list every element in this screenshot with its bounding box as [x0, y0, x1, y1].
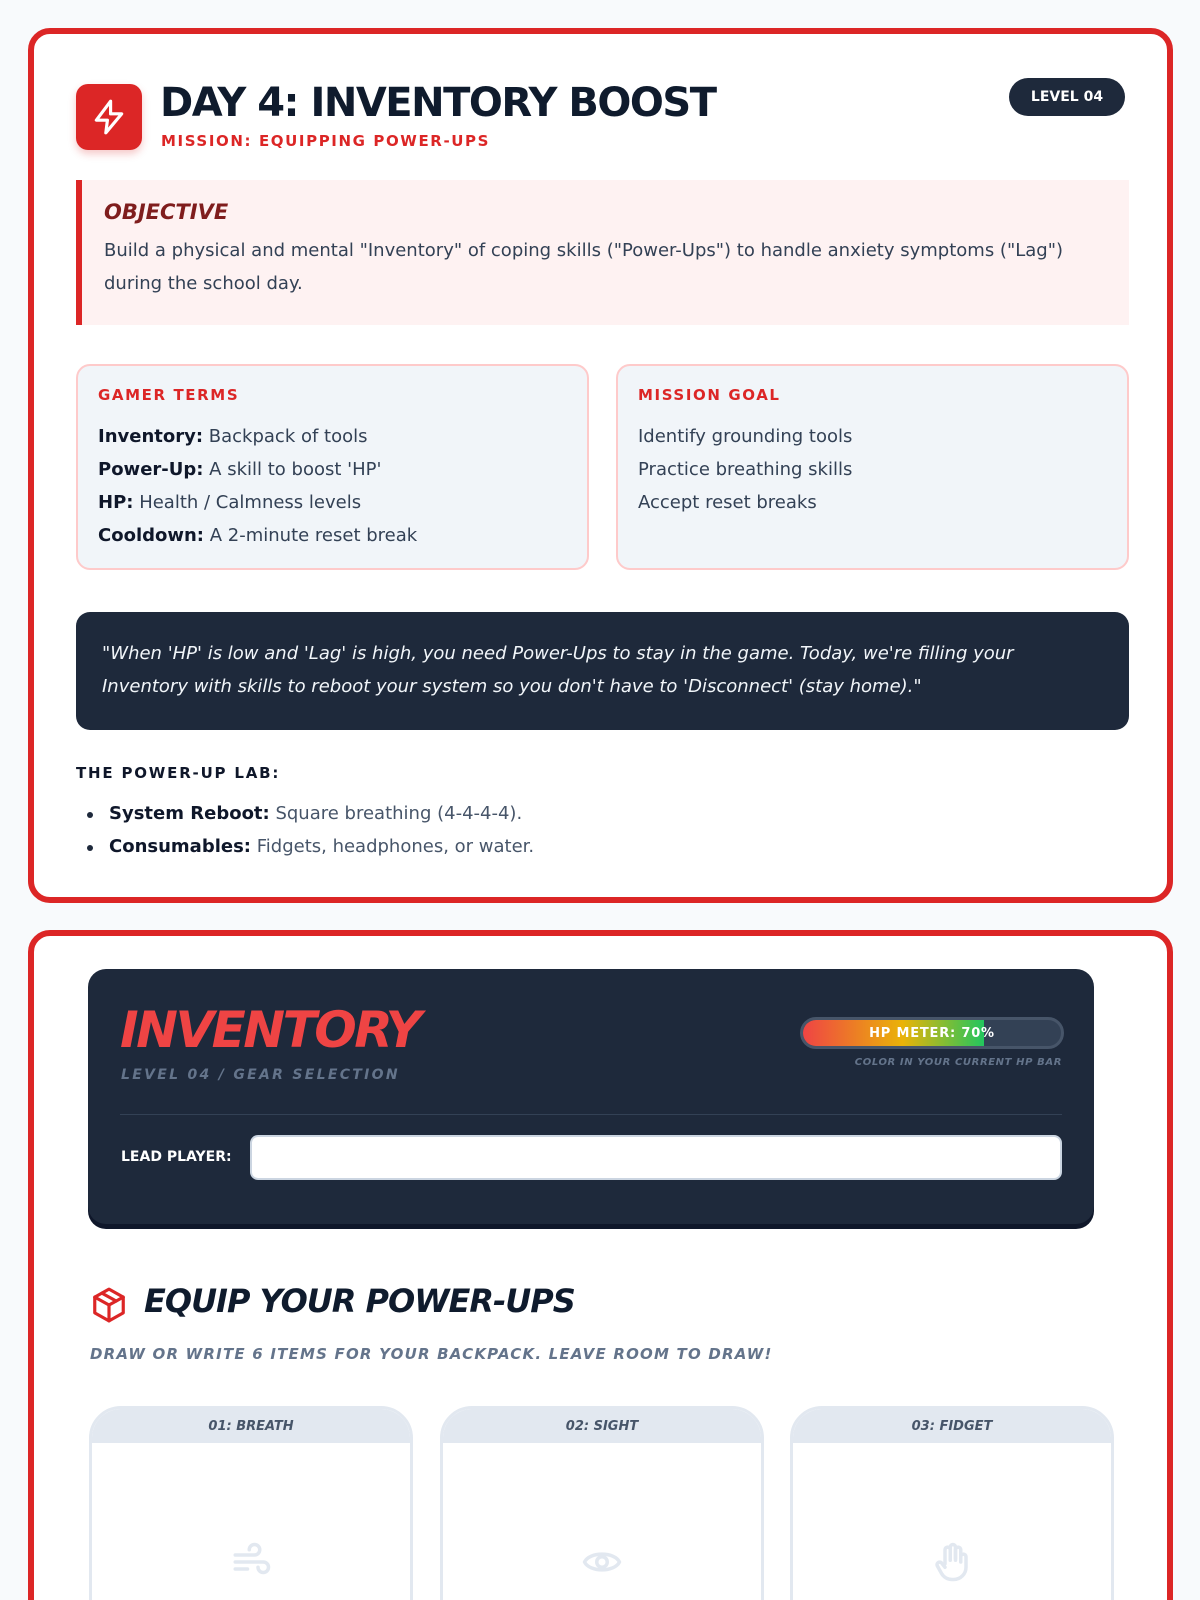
- lab-item-term: Consumables:: [109, 836, 251, 857]
- mission-goal-box: [616, 364, 1129, 570]
- lead-player-input[interactable]: [250, 1135, 1062, 1180]
- objective-heading: OBJECTIVE: [104, 200, 229, 224]
- package-icon: [90, 1286, 128, 1324]
- power-up-lab-heading: THE POWER-UP LAB:: [76, 764, 281, 782]
- term-item: [98, 453, 567, 486]
- power-up-lab-list: [84, 797, 534, 863]
- goal-item: Practice breathing skills: [638, 459, 853, 480]
- objective-text: Build a physical and mental "Inventory" of coping skills ("Power-Ups") to handle anxiety symptoms ("Lag") during the school day.: [104, 240, 1064, 294]
- equip-instructions: DRAW OR WRITE 6 ITEMS FOR YOUR BACKPACK. LEAVE ROOM TO DRAW!: [90, 1345, 773, 1363]
- inventory-slot-fidget[interactable]: [790, 1406, 1114, 1600]
- mission-goal-list: [638, 420, 1107, 519]
- equip-title: EQUIP YOUR POWER-UPS: [144, 1282, 575, 1320]
- inventory-title: INVENTORY: [120, 1001, 420, 1059]
- term-name: Power-Up:: [98, 459, 204, 480]
- term-definition: Backpack of tools: [203, 426, 368, 447]
- objective-box: [76, 180, 1129, 325]
- quote-box: "When 'HP' is low and 'Lag' is high, you need Power-Ups to stay in the game. Today, we're filling your Inventory with skills to reboot your system so you don't have to 'Disconnect' (stay home).": [76, 612, 1129, 730]
- term-definition: A 2-minute reset break: [204, 525, 418, 546]
- eye-icon: [581, 1541, 623, 1583]
- term-name: Inventory:: [98, 426, 204, 447]
- inventory-slot-sight[interactable]: [440, 1406, 764, 1600]
- hand-icon: [931, 1541, 973, 1583]
- lesson-card: [28, 28, 1173, 903]
- divider: [120, 1114, 1062, 1115]
- inventory-subtitle: LEVEL 04 / GEAR SELECTION: [121, 1067, 400, 1083]
- inventory-slot-breath[interactable]: [89, 1406, 413, 1600]
- lightning-bolt-icon: [76, 84, 142, 150]
- gamer-terms-box: [76, 364, 589, 570]
- page-title: DAY 4: INVENTORY BOOST: [160, 80, 716, 126]
- term-name: HP:: [98, 492, 134, 513]
- hp-meter[interactable]: [800, 1017, 1064, 1049]
- slot-label: 03: FIDGET: [793, 1409, 1111, 1443]
- level-badge: LEVEL 04: [1009, 78, 1125, 116]
- term-definition: A skill to boost 'HP': [203, 459, 382, 480]
- lab-item-term: System Reboot:: [109, 803, 270, 824]
- slot-label: 01: BREATH: [92, 1409, 410, 1443]
- worksheet-card: [28, 930, 1173, 1600]
- term-item: [98, 420, 567, 453]
- term-name: Cooldown:: [98, 525, 205, 546]
- hp-meter-note: COLOR IN YOUR CURRENT HP BAR: [854, 1057, 1062, 1068]
- wind-icon: [230, 1541, 272, 1583]
- gamer-terms-list: [98, 420, 567, 552]
- lab-item: [84, 830, 534, 863]
- hp-meter-label: HP METER: 70%: [869, 1025, 995, 1041]
- mission-subtitle: MISSION: EQUIPPING POWER-UPS: [161, 132, 491, 150]
- inventory-panel: [88, 969, 1094, 1224]
- term-item: [98, 486, 567, 519]
- lab-item: [84, 797, 534, 830]
- gamer-terms-heading: GAMER TERMS: [98, 386, 240, 404]
- term-item: [98, 519, 567, 552]
- lab-item-text: Fidgets, headphones, or water.: [251, 836, 535, 857]
- lab-item-text: Square breathing (4-4-4-4).: [269, 803, 523, 824]
- goal-item: Accept reset breaks: [638, 492, 817, 513]
- slot-label: 02: SIGHT: [443, 1409, 761, 1443]
- mission-goal-heading: MISSION GOAL: [638, 386, 781, 404]
- term-definition: Health / Calmness levels: [133, 492, 362, 513]
- goal-item: Identify grounding tools: [638, 426, 853, 447]
- lead-player-label: LEAD PLAYER:: [121, 1149, 232, 1165]
